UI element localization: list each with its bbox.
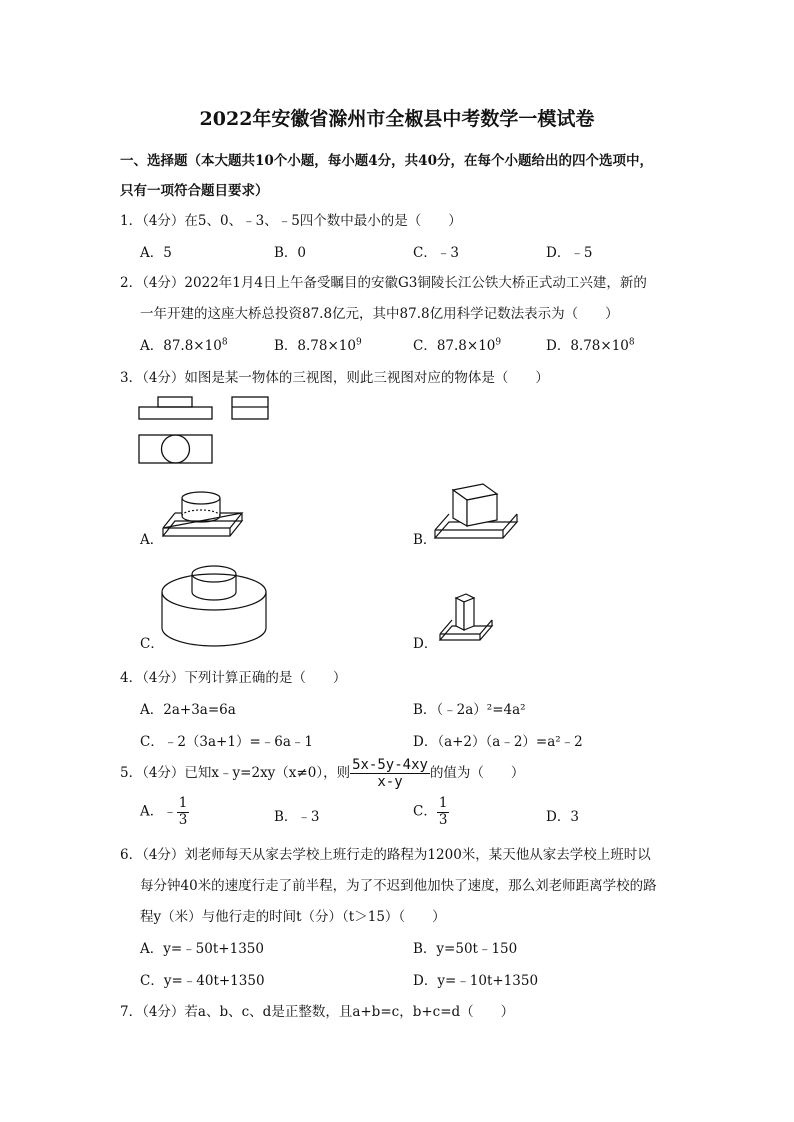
question-3-option-a: A． xyxy=(140,532,164,548)
section-heading-line2: 只有一项符合题目要求） xyxy=(120,183,269,199)
three-view-drawing xyxy=(135,393,275,468)
question-2-option-a: A．$87.8\times 10^8$ xyxy=(140,337,228,354)
question-1-option-a: A．5 xyxy=(140,245,172,261)
question-1-stem: 1．（4分）在5、0、﹣3、﹣5四个数中最小的是（ ） xyxy=(120,213,462,229)
question-2-option-c: C．$87.8\times 10^9$ xyxy=(413,337,502,354)
option-a-cylinder-on-block-figure xyxy=(160,486,250,541)
question-5-fraction: $\frac{5x-5y-4xy}{x-y}$ xyxy=(352,757,428,790)
question-2-line1: 2．（4分）2022年1月4日上午备受瞩目的安徽G3铜陵长江公铁大桥正式动工兴建，新的 xyxy=(120,275,647,291)
question-6-option-d: D．y=﹣10t+1350 xyxy=(413,973,539,989)
question-4-option-a: A．2a+3a=6a xyxy=(140,702,236,718)
question-3-stem: 3．（4分）如图是某一物体的三视图，则此三视图对应的物体是（ ） xyxy=(120,370,549,386)
question-2-option-d: D．$8.78\times 10^8$ xyxy=(546,337,635,354)
question-6-option-c: C．y=﹣40t+1350 xyxy=(140,973,265,989)
question-5-option-d: D．3 xyxy=(546,809,579,825)
question-2-line2: 一年开建的这座大桥总投资87.8亿元，其中87.8亿用科学记数法表示为（ ） xyxy=(140,306,619,322)
question-4-option-d: D．（a+2）（a﹣2）=a²﹣2 xyxy=(413,734,583,750)
option-d-post-on-block-figure xyxy=(438,590,498,645)
question-6-line1: 6．（4分）刘老师每天从家去学校上班行走的路程为1200米，某天他从家去学校上班时以 xyxy=(120,847,651,863)
question-3-option-c: C． xyxy=(140,636,164,652)
question-4-option-c: C．﹣2（3a+1）=﹣6a﹣1 xyxy=(140,734,313,750)
question-3-option-d: D． xyxy=(413,636,438,652)
section-heading-line1: 一、选择题（本大题共10个小题，每小题4分，共40分，在每个小题给出的四个选项中， xyxy=(120,153,653,169)
question-5-option-b: B．﹣3 xyxy=(274,809,320,825)
option-c-stacked-cylinders-figure xyxy=(158,562,270,650)
question-5-stem: 5．（4分）已知x﹣y=2xy（x≠0），则 $\frac{5x-5y-4xy}{x-y}$ 的值为（ ） xyxy=(120,757,525,790)
question-6-line2: 每分钟40米的速度行走了前半程，为了不迟到他加快了速度，那么刘老师距离学校的路 xyxy=(140,878,657,894)
option-b-cube-on-block-figure xyxy=(433,480,523,542)
question-6-option-b: B．y=50t﹣150 xyxy=(413,941,518,957)
question-5-option-c: C． $\frac{1}{3}$ xyxy=(413,795,448,828)
question-6-option-a: A．y=﹣50t+1350 xyxy=(140,941,264,957)
question-6-line3: 程y（米）与他行走的时间t（分）（t＞15）（ ） xyxy=(140,909,446,925)
question-4-stem: 4．（4分）下列计算正确的是（ ） xyxy=(120,670,347,686)
question-5-option-a: A．﹣ $\frac{1}{3}$ xyxy=(140,795,188,828)
question-2-option-b: B．$8.78\times 10^9$ xyxy=(274,337,362,354)
question-7-stem: 7．（4分）若a、b、c、d是正整数，且a+b=c，b+c=d（ ） xyxy=(120,1004,515,1020)
question-1-option-c: C．﹣3 xyxy=(413,245,459,261)
question-3-option-b: B． xyxy=(413,532,437,548)
page-title: 2022年安徽省滁州市全椒县中考数学一模试卷 xyxy=(199,108,595,130)
question-1-option-d: D．﹣5 xyxy=(546,245,593,261)
question-4-option-b: B．（﹣2a）²=4a² xyxy=(413,702,526,718)
question-1-option-b: B．0 xyxy=(274,245,307,261)
